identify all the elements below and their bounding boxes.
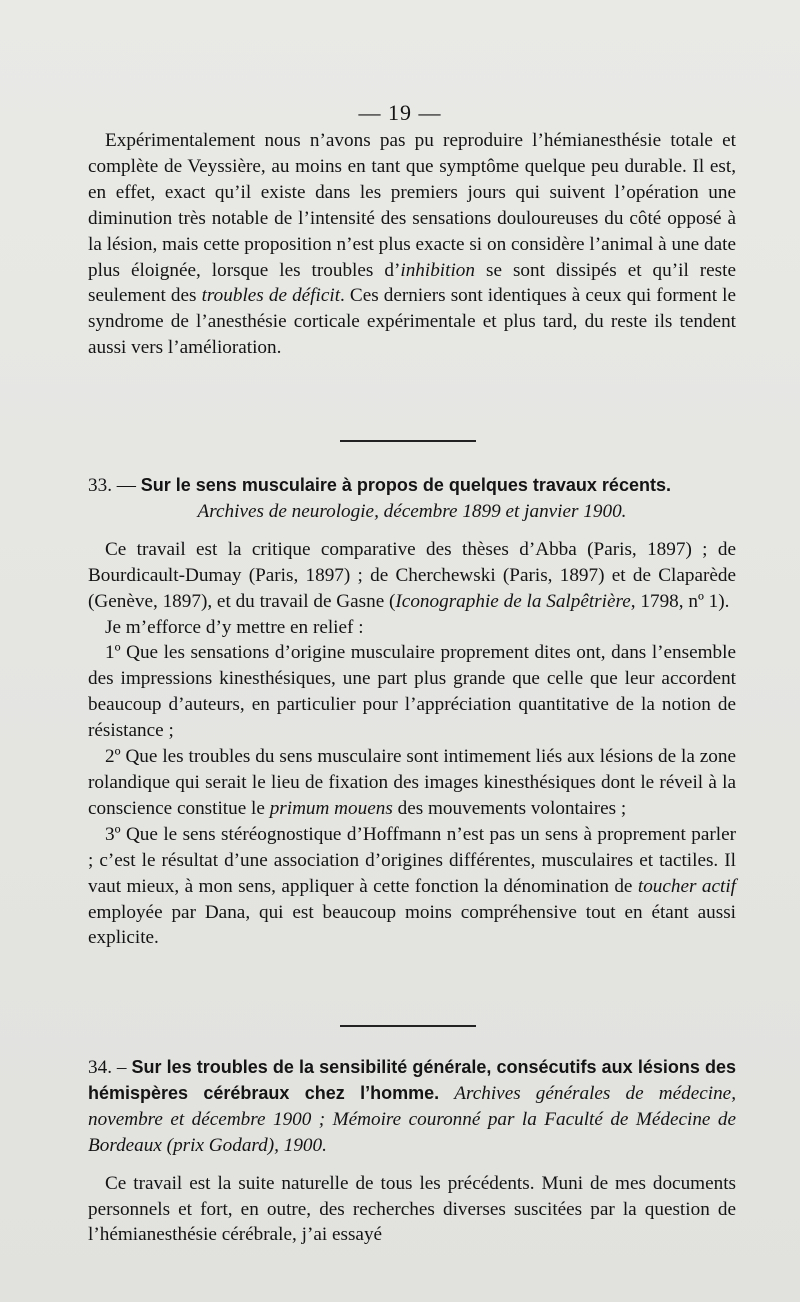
paragraph-1-end: . Ces derniers sont identiques à ceux qui forment le syndrome de l’anesthésie corticale expérimentale et plus tard, du reste ils tendent aussi vers l’amélioration. — [88, 285, 736, 359]
section-34-title: Sur les troubles de la sensibilité générale, consécutifs aux lésions des hémispères cérébraux chez l’homme. — [88, 1057, 737, 1103]
paragraph-1-mid: se sont dissipés et qu’il reste seulement des — [88, 259, 737, 307]
emphasis-deficit: troubles de déficit — [201, 285, 341, 307]
section-33-p4-text: 2º Que les troubles du sens musculaire sont intimement liés aux lésions de la zone rolandique qui serait le lieu de fixation des images kinesthésiques dont le réveil à la conscience constitue le — [88, 746, 736, 819]
section-33-source: Archives de neurologie, décembre 1899 et janvier 1900. — [197, 500, 627, 522]
page-number: — 19 — — [358, 100, 442, 125]
paragraph-1 — [88, 128, 736, 361]
section-33 — [88, 473, 736, 951]
section-33-p5-end: employée par Dana, qui est beaucoup moins compréhensive tout en étant aussi explicite. — [88, 901, 736, 949]
emphasis-toucher-actif: toucher actif — [637, 875, 737, 897]
emphasis-inhibition: inhibition — [400, 259, 475, 281]
section-34-source: Archives générales de médecine, novembre et décembre 1900 ; Mémoire couronné par la Faculté de Médecine de Bordeaux (prix Godard), 1900. — [88, 1082, 736, 1156]
section-33-p1-text: Ce travail est la critique comparative des thèses d’Abba (Paris, 1897) ; de Bourdicault-Dumay (Paris, 1897) ; de Cherchewski (Paris, 1897) et de Claparède (Genève, 1897), et du travail de Gasne ( — [88, 538, 736, 612]
emphasis-iconographie: Iconographie de la Salpêtrière — [395, 590, 631, 612]
section-divider-2 — [340, 1025, 476, 1027]
intro-paragraph — [88, 128, 736, 361]
section-33-point-1: 1º Que les sensations d’origine musculaire proprement dites ont, dans l’ensemble des impressions kinesthésiques, une part plus grande que celle que leur accordent beaucoup d’auteurs, en particulier pour l’appréciation quantitative de la notion de résistance ; — [88, 642, 736, 742]
section-33-number: 33. — — [88, 475, 136, 496]
section-33-p1-end: , 1798, nº 1). — [630, 590, 730, 612]
emphasis-primum-mouens: primum mouens — [269, 797, 393, 819]
section-33-p4-end: des mouvements volontaires ; — [392, 797, 627, 819]
section-34 — [88, 1055, 736, 1248]
section-33-p5-text: 3º Que le sens stéréognostique d’Hoffmann n’est pas un sens à proprement parler ; c’est le résultat d’une association d’origines différentes, musculaires et tactiles. Il vaut mieux, à mon sens, appliquer à cette fonction la dénomination de — [88, 823, 736, 897]
section-34-heading — [88, 1055, 736, 1159]
paragraph-1-text: Expérimentalement nous n’avons pas pu reproduire l’hémianesthésie totale et complète de Veyssière, au moins en tant que symptôme quelque peu durable. Il est, en effet, exact qu’il existe dans les premiers jours qui suivent l’opération une diminution très notable de l’intensité des sensations douloureuses du côté opposé à la lésion, mais cette proposition n’est plus exacte si on considère l’animal à une date plus éloignée, lorsque les troubles d’ — [88, 130, 736, 281]
section-33-heading — [88, 473, 736, 499]
section-divider — [340, 440, 476, 442]
section-34-paragraph-1: Ce travail est la suite naturelle de tous les précédents. Muni de mes documents personnels et fort, en outre, des recherches diverses suscitées par la question de l’hémianesthésie cérébrale, j’ai essayé — [88, 1172, 736, 1246]
section-34-number: 34. – — [88, 1057, 127, 1078]
section-33-title: Sur le sens musculaire à propos de quelques travaux récents. — [140, 475, 671, 495]
section-33-point-3 — [88, 822, 736, 952]
section-33-paragraph-2: Je m’efforce d’y mettre en relief : — [105, 616, 364, 638]
section-33-point-2 — [88, 744, 736, 822]
section-33-paragraph-1 — [88, 537, 736, 615]
